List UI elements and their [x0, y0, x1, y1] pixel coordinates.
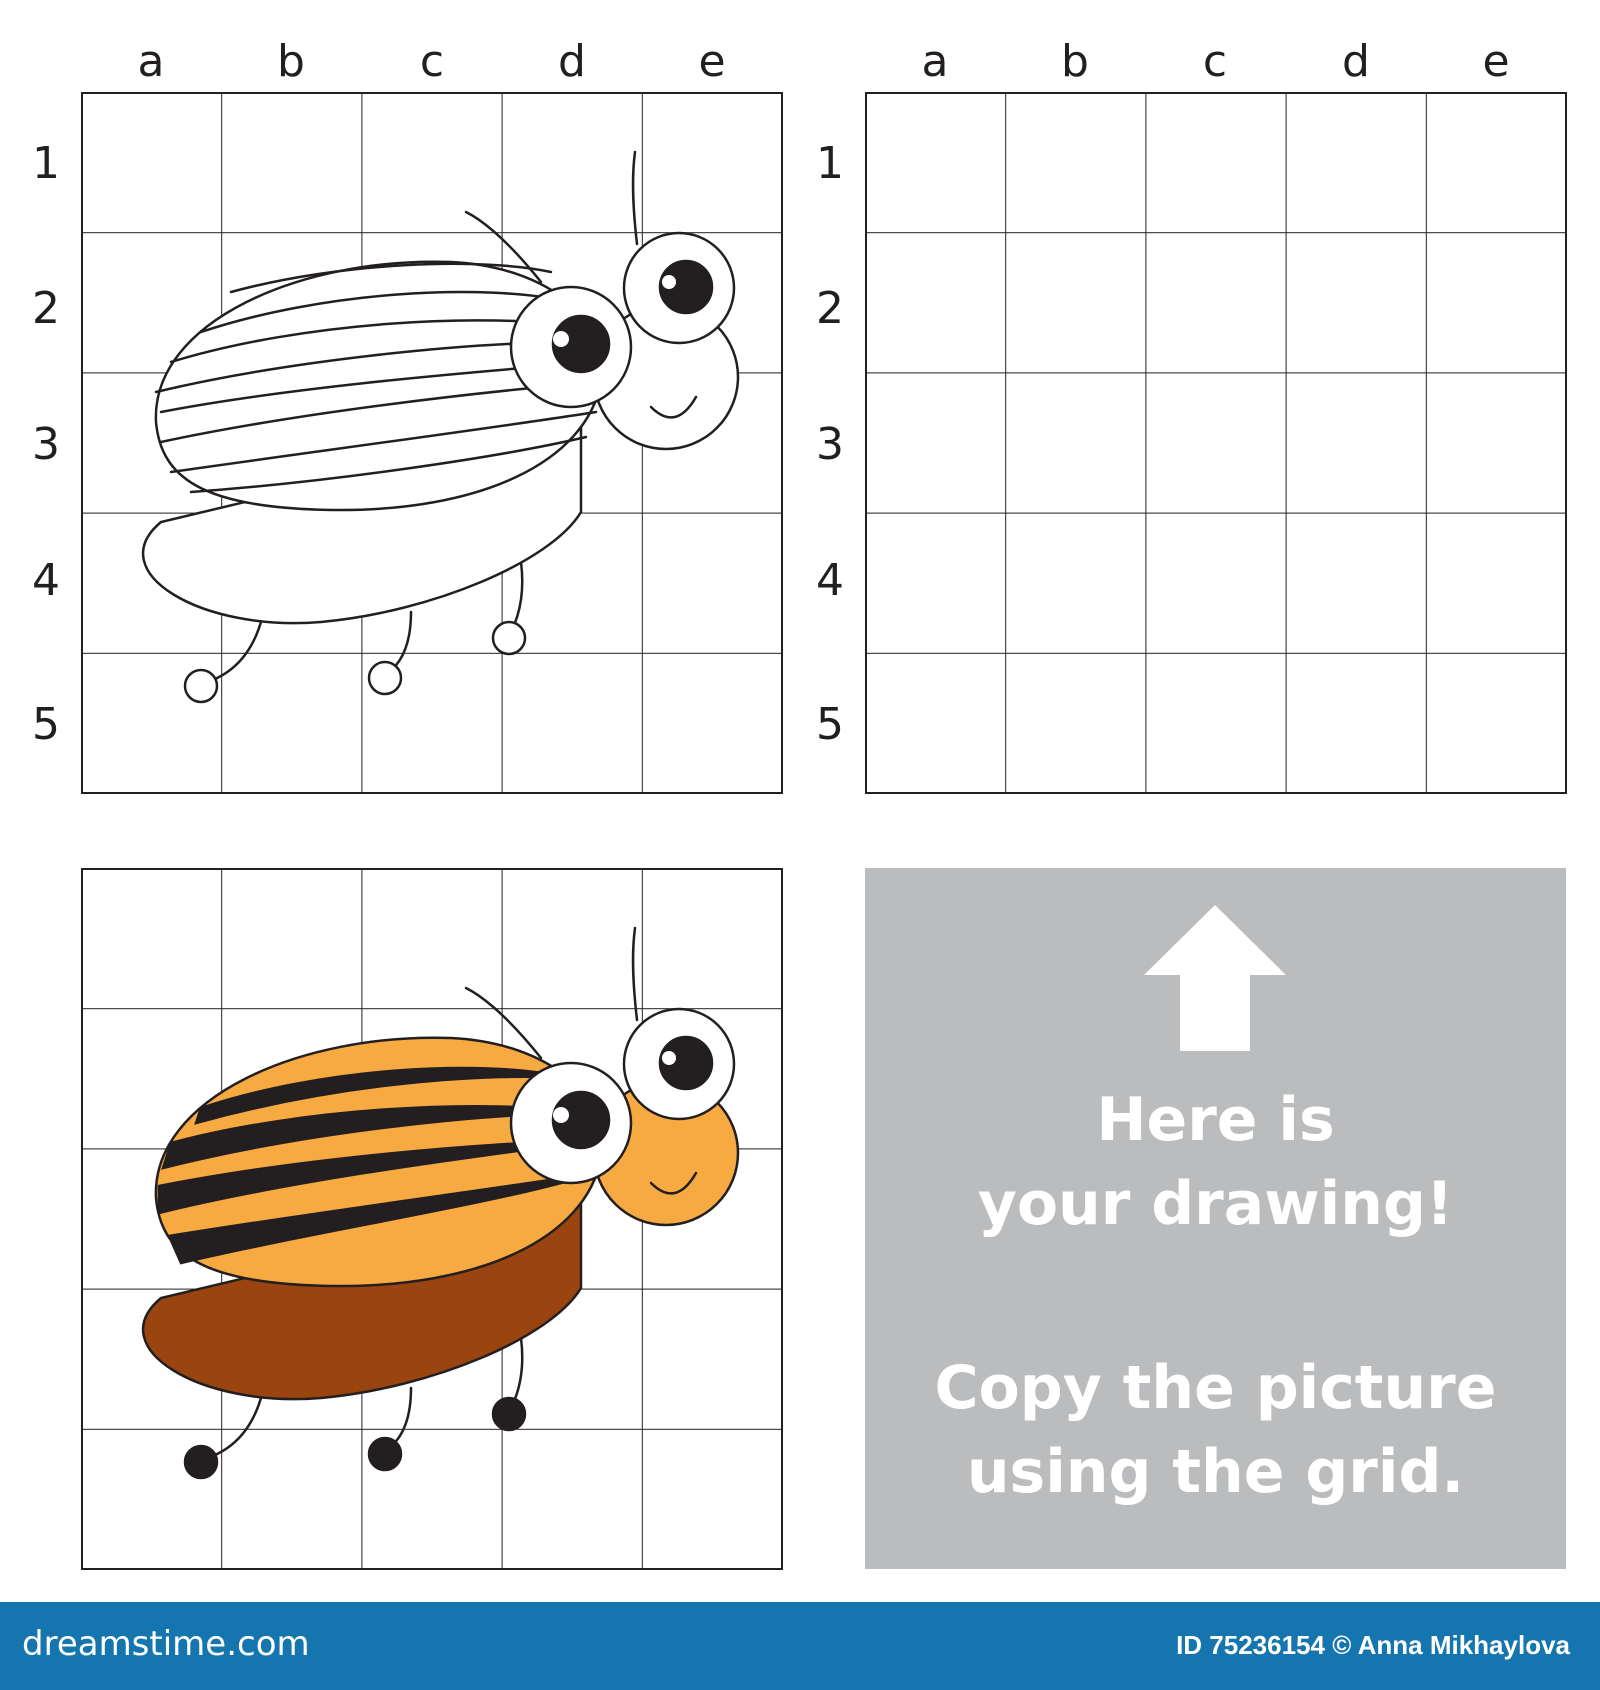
- message-line-4: using the grid.: [966, 1437, 1465, 1507]
- row-label-2: 2: [32, 283, 60, 334]
- column-label-a: a: [921, 36, 949, 87]
- eye-highlight-right: [662, 1051, 676, 1065]
- foot-middle: [369, 1438, 401, 1470]
- empty-grid-svg: [865, 92, 1567, 794]
- foot-front: [493, 622, 525, 654]
- row-label-5: 5: [816, 699, 844, 750]
- message-line-2: your drawing!: [977, 1169, 1454, 1239]
- column-label-d: d: [558, 36, 586, 87]
- row-label-2: 2: [816, 283, 844, 334]
- column-label-a: a: [137, 36, 165, 87]
- column-label-b: b: [277, 36, 305, 87]
- footer-bar: [0, 1602, 1600, 1690]
- eye-highlight-left: [553, 331, 569, 347]
- row-label-5: 5: [32, 699, 60, 750]
- row-label-4: 4: [816, 555, 844, 606]
- column-label-c: c: [419, 36, 445, 87]
- column-label-e: e: [1482, 36, 1510, 87]
- row-label-3: 3: [816, 419, 844, 470]
- grid-frame: [866, 93, 1566, 793]
- foot-middle: [369, 662, 401, 694]
- row-label-1: 1: [32, 138, 60, 189]
- image-credit: ID 75236154 © Anna Mikhaylova: [1176, 1630, 1570, 1660]
- foot-rear: [185, 1446, 217, 1478]
- colored-grid-svg: [81, 868, 783, 1570]
- message-line-1: Here is: [1096, 1085, 1335, 1155]
- up-arrow-icon: [1140, 903, 1290, 1053]
- eye-highlight-left: [553, 1107, 569, 1123]
- row-label-4: 4: [32, 555, 60, 606]
- column-label-e: e: [698, 36, 726, 87]
- colored-drawing-panel: [81, 868, 783, 1570]
- column-label-c: c: [1202, 36, 1228, 87]
- eye-highlight-right: [662, 275, 676, 289]
- outline-drawing-panel: [81, 92, 783, 794]
- outline-grid-svg: [81, 92, 783, 794]
- message-line-3: Copy the picture: [934, 1353, 1497, 1423]
- row-label-1: 1: [816, 138, 844, 189]
- foot-rear: [185, 670, 217, 702]
- column-label-b: b: [1061, 36, 1089, 87]
- instruction-panel: [865, 868, 1566, 1569]
- foot-front: [493, 1398, 525, 1430]
- row-label-3: 3: [32, 419, 60, 470]
- empty-drawing-grid: [865, 92, 1567, 794]
- site-name[interactable]: dreamstime.com: [22, 1624, 310, 1664]
- column-label-d: d: [1342, 36, 1370, 87]
